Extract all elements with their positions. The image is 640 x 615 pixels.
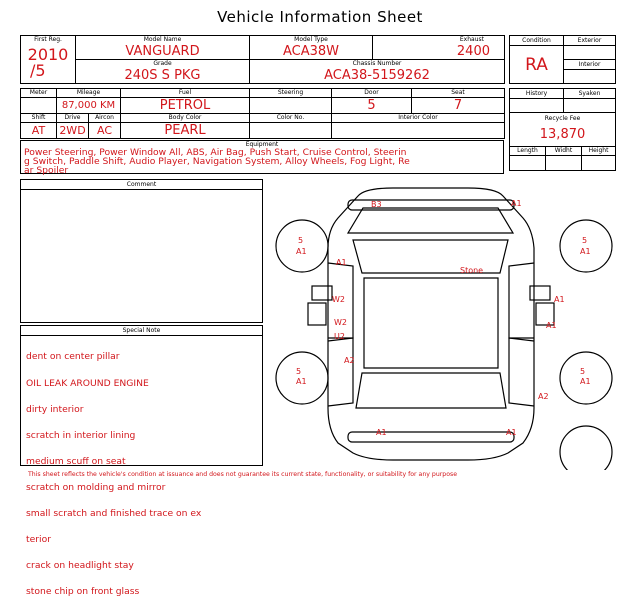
mark-wheel-rr-grade: A1 [580, 377, 591, 386]
meter-value [21, 98, 57, 114]
front-right-wheel [560, 220, 612, 272]
first-reg-label: First Reg. [34, 36, 62, 43]
car-body-outline [328, 188, 534, 460]
comment-box [20, 179, 263, 323]
door: 5 [332, 98, 412, 114]
windshield-outline [353, 240, 508, 273]
chassis-number: ACA38-5159262 [324, 68, 430, 83]
hood-outline [348, 208, 513, 233]
history-value [510, 99, 564, 113]
note-item: OIL LEAK AROUND ENGINE [26, 377, 149, 389]
chassis-cell [250, 60, 505, 84]
model-name: VANGUARD [125, 44, 200, 59]
steering-value [250, 98, 332, 114]
note-item: dirty interior [26, 403, 84, 415]
front-left-wheel [276, 220, 328, 272]
mark-wheel-fl-num: 5 [298, 236, 304, 245]
recycle-fee-cell [510, 113, 616, 147]
spare-wheel [560, 426, 612, 470]
equipment-box [20, 140, 504, 174]
interior-color-value [332, 123, 505, 139]
disclaimer-footer: This sheet reflects the vehicle's condition at issuance and does not guarantee its current state, functionality, or suitability for any purpose [28, 471, 458, 478]
model-type-label: Model Type [294, 36, 328, 43]
exhaust-label: Exhaust [459, 36, 484, 43]
mark-a2-left: A2 [344, 356, 355, 365]
color-no-label: Color No. [250, 114, 332, 123]
mark-wheel-fr-grade: A1 [580, 247, 591, 256]
mark-stone: Stone [460, 266, 484, 275]
seat-label: Seat [412, 89, 505, 98]
special-note-label: Special Note [21, 326, 262, 336]
width-label: Widht [546, 147, 582, 156]
rear-bumper [348, 432, 514, 442]
equipment-label: Equipment [245, 141, 279, 148]
drive: 2WD [57, 123, 89, 139]
mark-a1-top: A1 [511, 199, 522, 208]
door-label: Door [332, 89, 412, 98]
aircon: AC [89, 123, 121, 139]
mark-a1-right-lower: A1 [546, 321, 557, 330]
mark-wheel-rl-num: 5 [296, 367, 302, 376]
exterior-value [564, 46, 616, 60]
left-mirror [312, 286, 332, 300]
note-item: scratch on molding and mirror [26, 481, 166, 493]
body-color-label: Body Color [121, 114, 250, 123]
seat: 7 [412, 98, 505, 114]
condition-grade: RA [510, 46, 564, 84]
right-mirror [530, 286, 550, 300]
equipment-line-3: ar Spoiler [24, 164, 69, 176]
car-damage-diagram [268, 178, 620, 470]
grade: 240S S PKG [124, 68, 201, 83]
condition-table [509, 35, 616, 84]
mark-w2-left: W2 [332, 295, 345, 304]
syaken-label: Syaken [564, 89, 616, 99]
color-no-value [250, 123, 332, 139]
spec-table [20, 88, 505, 139]
history-table [509, 88, 616, 171]
height-value [582, 156, 616, 171]
recycle-fee-label: Recycle Fee [544, 115, 581, 122]
mileage-label: Mileage [57, 89, 121, 98]
aircon-label: Aircon [89, 114, 121, 123]
note-item: scratch in interior lining [26, 429, 136, 441]
exhaust: 2400 [456, 44, 490, 59]
mark-wheel-fl-grade: A1 [296, 247, 307, 256]
note-item: stone chip on front glass [26, 586, 140, 598]
grade-cell [76, 60, 250, 84]
width-value [546, 156, 582, 171]
condition-label: Condition [510, 36, 564, 46]
note-item: crack on headlight stay [26, 560, 134, 572]
body-color: PEARL [121, 123, 250, 139]
exhaust-cell [373, 36, 505, 60]
left-rear-door [328, 338, 353, 406]
first-reg-month: /5 [30, 61, 46, 80]
left-side-panel [308, 303, 326, 325]
shift: AT [21, 123, 57, 139]
mark-wheel-rl-grade: A1 [296, 377, 307, 386]
history-label: History [510, 89, 564, 99]
rear-glass-outline [356, 373, 506, 408]
roof-outline [364, 278, 498, 368]
note-item: terior [26, 534, 51, 546]
fuel-label: Fuel [121, 89, 250, 98]
right-rear-door [509, 338, 534, 406]
vehicle-info-table [20, 35, 505, 84]
interior-value [564, 70, 616, 84]
meter-label: Meter [21, 89, 57, 98]
mark-wheel-fr-num: 5 [582, 236, 588, 245]
exterior-label: Exterior [564, 36, 616, 46]
recycle-fee: 13,870 [539, 127, 586, 142]
chassis-label: Chassis Number [352, 60, 402, 67]
interior-color-label: Interior Color [332, 114, 505, 123]
model-name-cell [76, 36, 250, 60]
model-type: ACA38W [282, 44, 340, 59]
mark-wheel-rr-num: 5 [580, 367, 586, 376]
grade-label: Grade [153, 60, 172, 67]
equipment-list [21, 149, 503, 175]
mileage: 87,000 KM [57, 98, 121, 114]
note-item: small scratch and finished trace on ex [26, 508, 202, 520]
steering-label: Steering [250, 89, 332, 98]
comment-label: Comment [21, 180, 262, 190]
length-label: Length [510, 147, 546, 156]
equipment-line-1: Power Steering, Power Window All, ABS, Air Bag, Push Start, Cruise Control, Steerin [24, 147, 407, 158]
note-item: medium scuff on seat [26, 455, 126, 467]
mark-w2-center: W2 [334, 318, 347, 327]
mark-a1-bottom-right: A1 [506, 428, 517, 437]
shift-label: Shift [21, 114, 57, 123]
fuel: PETROL [121, 98, 250, 114]
drive-label: Drive [57, 114, 89, 123]
model-name-label: Model Name [143, 36, 182, 43]
mark-a1-left-front: A1 [336, 258, 347, 267]
mark-a2-right: A2 [538, 392, 549, 401]
height-label: Height [582, 147, 616, 156]
mark-a1-bottom-left: A1 [376, 428, 387, 437]
interior-label: Interior [564, 60, 616, 70]
sheet-title: Vehicle Information Sheet [217, 8, 423, 26]
mark-b3: B3 [371, 200, 382, 209]
mark-a1-right-mid: A1 [554, 295, 565, 304]
mark-u2-center: U2 [334, 332, 345, 341]
length-value [510, 156, 546, 171]
note-item: dent on center pillar [26, 351, 120, 363]
syaken-value [564, 99, 616, 113]
first-reg-year: 2010 [27, 45, 69, 64]
first-reg-cell [21, 36, 76, 84]
equipment-line-2: g Switch, Paddle Shift, Audio Player, Navigation System, Alloy Wheels, Fog Light, Re [24, 155, 410, 167]
model-type-cell [250, 36, 373, 60]
